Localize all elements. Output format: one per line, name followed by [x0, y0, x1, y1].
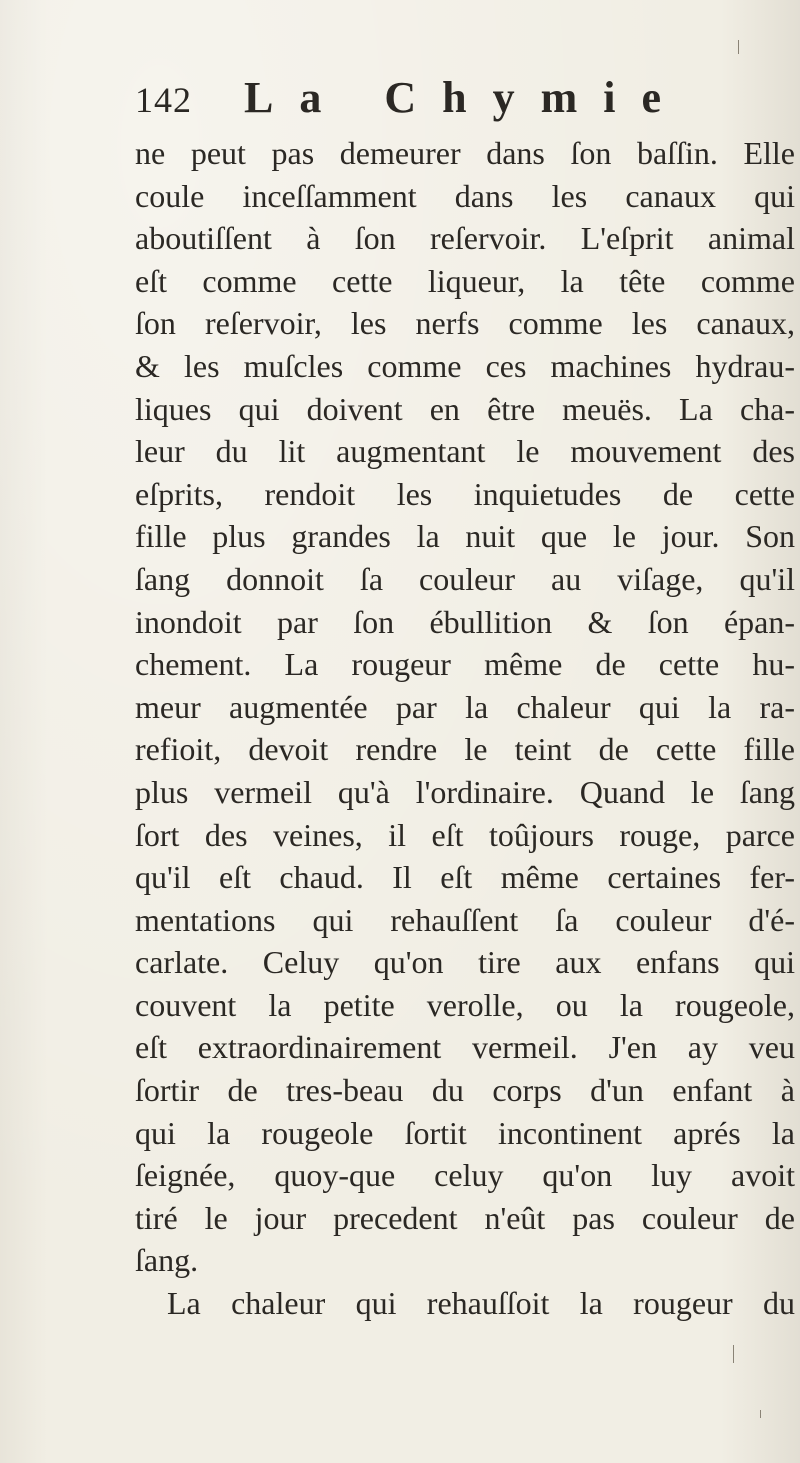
- body-text: [135, 132, 795, 1325]
- text-line: mentations qui rehauſſent ſa couleur d'é-: [135, 901, 795, 938]
- text-line: La chaleur qui rehauſſoit la rougeur du: [167, 1285, 795, 1322]
- text-line: ſeignée, quoy-que celuy qu'on luy avoit: [135, 1157, 795, 1194]
- text-line: couvent la petite verolle, ou la rougeole,: [135, 986, 795, 1023]
- text-line: carlate. Celuy qu'on tire aux enfans qui: [135, 944, 795, 981]
- text-line: & les muſcles comme ces machines hydrau-: [135, 347, 795, 384]
- text-line: leur du lit augmentant le mouvement des: [135, 433, 795, 470]
- margin-mark: [738, 40, 739, 54]
- running-title: La Chymie: [244, 73, 687, 122]
- text-line: plus vermeil qu'à l'ordinaire. Quand le ſang: [135, 773, 795, 810]
- text-line: ſort des veines, il eſt toûjours rouge, parce: [135, 816, 795, 853]
- text-line: eſt extraordinairement vermeil. J'en ay veu: [135, 1029, 795, 1066]
- page-number: 142: [135, 80, 192, 120]
- text-line: chement. La rougeur même de cette hu-: [135, 646, 795, 683]
- text-line: ſang donnoit ſa couleur au viſage, qu'il: [135, 560, 795, 597]
- text-line: ſortir de tres-beau du corps d'un enfant à: [135, 1072, 795, 1109]
- text-line: ſon reſervoir, les nerfs comme les canaux,: [135, 305, 795, 342]
- text-line: tiré le jour precedent n'eût pas couleur de: [135, 1199, 795, 1236]
- text-line: eſprits, rendoit les inquietudes de cette: [135, 475, 795, 512]
- text-line: ne peut pas demeurer dans ſon baſſin. Elle: [135, 135, 795, 171]
- margin-mark: [760, 1410, 761, 1418]
- text-line: eſt comme cette liqueur, la tête comme: [135, 262, 795, 299]
- running-head: [135, 72, 775, 132]
- text-line: inondoit par ſon ébullition & ſon épan-: [135, 603, 795, 640]
- text-line: qu'il eſt chaud. Il eſt même certaines fer-: [135, 859, 795, 896]
- text-line: coule inceſſamment dans les canaux qui: [135, 177, 795, 214]
- text-line: fille plus grandes la nuit que le jour. Son: [135, 518, 795, 555]
- margin-mark: [733, 1345, 734, 1363]
- text-line: liques qui doivent en être meuës. La cha-: [135, 390, 795, 427]
- text-line: ſang.: [135, 1242, 199, 1279]
- text-line: qui la rougeole ſortit incontinent aprés la: [135, 1114, 795, 1151]
- text-line: aboutiſſent à ſon reſervoir. L'eſprit animal: [135, 220, 795, 257]
- text-line: refioit, devoit rendre le teint de cette fille: [135, 731, 795, 768]
- text-line: meur augmentée par la chaleur qui la ra-: [135, 688, 795, 725]
